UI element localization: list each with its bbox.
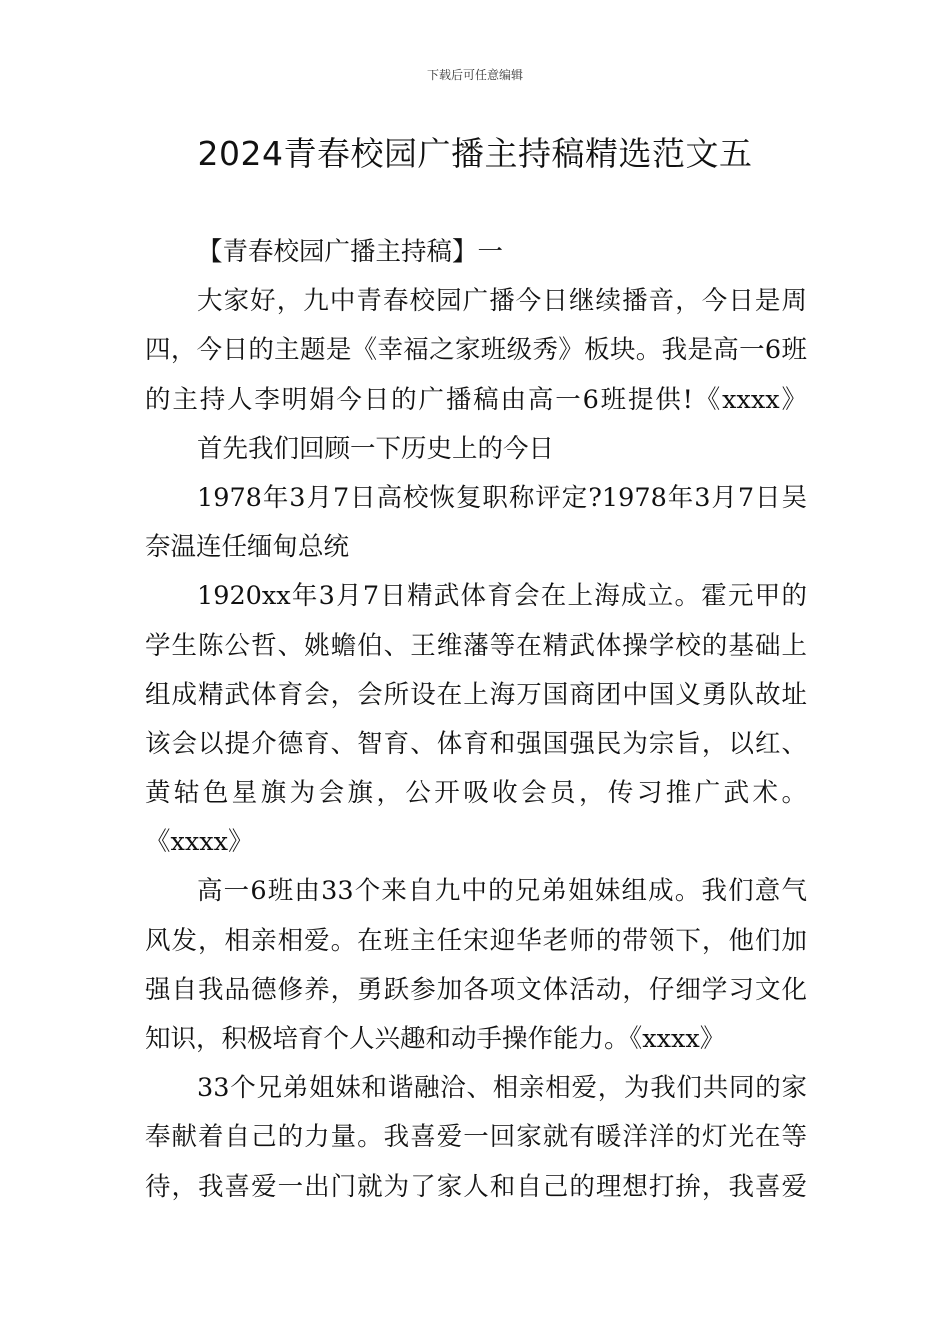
- text-line: 1920xx年3月7日精武体育会在上海成立。霍元甲的: [197, 581, 807, 612]
- text-line: 学生陈公哲、姚蟾伯、王维藩等在精武体操学校的基础上: [145, 630, 807, 661]
- document-body: [145, 228, 807, 1212]
- text-line: 高一6班由33个来自九中的兄弟姐妹组成。我们意气: [197, 876, 807, 907]
- text-line: 的主持人李明娟今日的广播稿由高一6班提供!《xxxx》: [145, 384, 807, 415]
- text-line: 【青春校园广播主持稿】一: [197, 237, 504, 267]
- text-line: 知识，积极培育个人兴趣和动手操作能力。《xxxx》: [145, 1024, 726, 1054]
- text-line: 首先我们回顾一下历史上的今日: [197, 433, 555, 464]
- text-line: 奉献着自己的力量。我喜爱一回家就有暖洋洋的灯光在等: [145, 1122, 807, 1153]
- text-line: 强自我品德修养，勇跃参加各项文体活动，仔细学习文化: [145, 974, 807, 1005]
- text-line: 组成精武体育会，会所设在上海万国商团中国义勇队故址: [145, 679, 807, 710]
- text-line: 大家好，九中青春校园广播今日继续播音，今日是周: [197, 286, 807, 317]
- text-line: 待，我喜爱一出门就为了家人和自己的理想打拚，我喜爱: [145, 1171, 807, 1202]
- text-line: 黄轱色星旗为会旗，公开吸收会员，传习推广武术。: [145, 778, 807, 809]
- header-note: 下载后可任意编辑: [426, 68, 523, 82]
- text-line: 四，今日的主题是《幸福之家班级秀》板块。我是高一6班: [145, 335, 807, 366]
- text-line: 33个兄弟姐妹和谐融洽、相亲相爱，为我们共同的家: [197, 1073, 807, 1104]
- text-line: 风发，相亲相爱。在班主任宋迎华老师的带领下，他们加: [145, 925, 807, 956]
- text-line: 《xxxx》: [145, 827, 254, 858]
- text-line: 1978年3月7日高校恢复职称评定?1978年3月7日吴: [197, 482, 807, 513]
- document-title: 2024青春校园广播主持稿精选范文五: [197, 134, 753, 173]
- text-line: 奈温连任缅甸总统: [145, 532, 350, 563]
- text-line: 该会以提介德育、智育、体育和强国强民为宗旨，以红、: [145, 728, 807, 759]
